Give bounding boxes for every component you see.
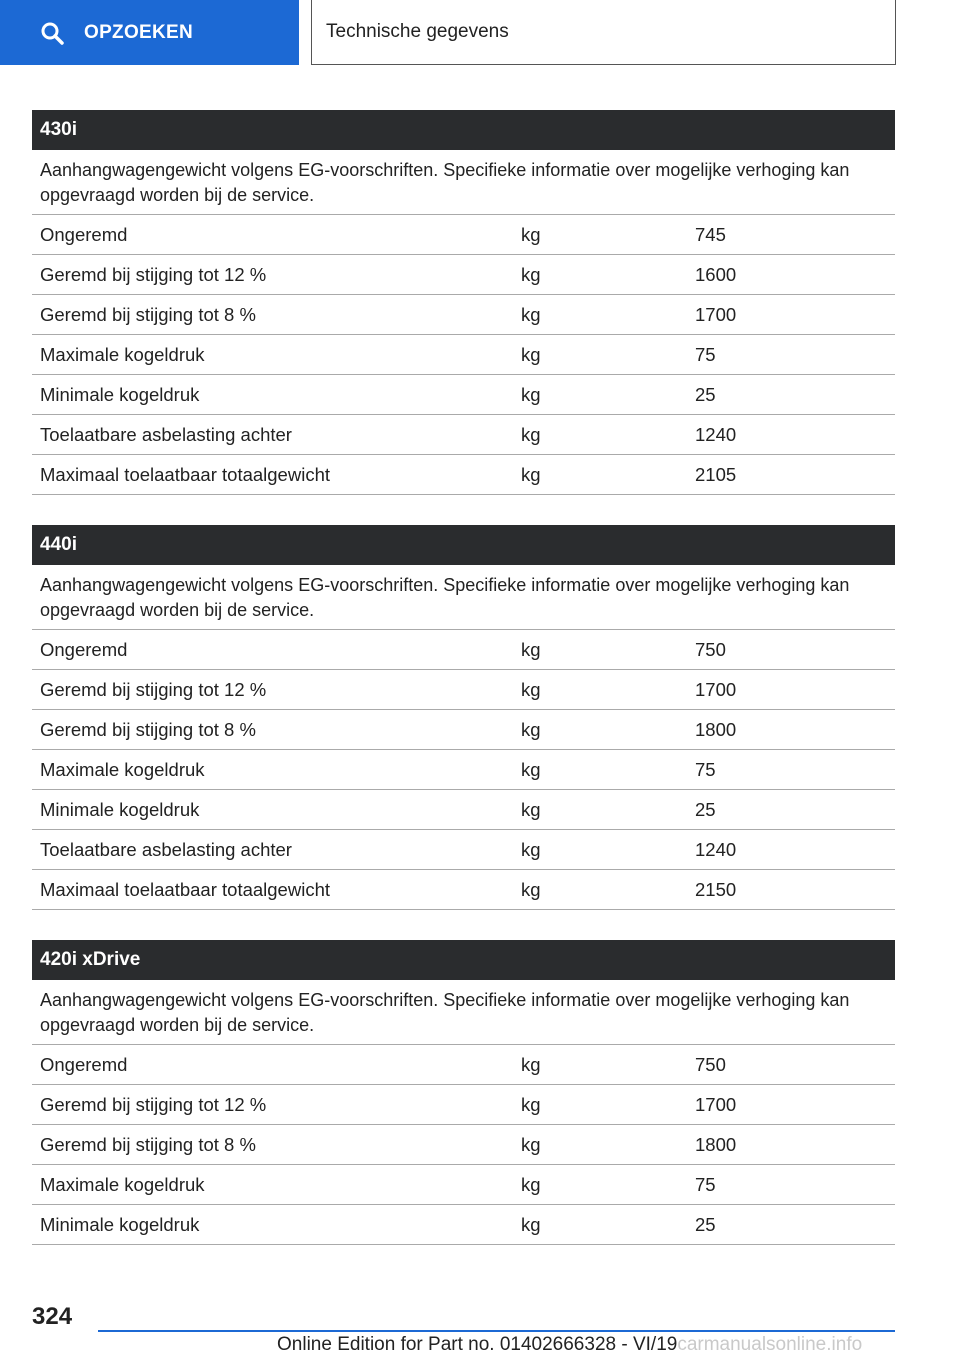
row-unit: kg [521,1053,541,1075]
section-heading: 440i [32,525,895,565]
row-label: Toelaatbare asbelasting achter [40,838,292,860]
row-value: 25 [695,1213,716,1235]
page-number: 324 [32,1303,73,1330]
row-label: Ongeremd [40,638,128,660]
row-label: Minimale kogeldruk [40,383,200,405]
row-unit: kg [521,838,541,860]
row-label: Maximale kogeldruk [40,343,205,365]
section-heading: 430i [32,110,895,150]
row-value: 1700 [695,303,737,325]
row-value: 75 [695,1173,716,1195]
table-row [32,710,895,750]
row-value: 75 [695,758,716,780]
row-unit: kg [521,1213,541,1235]
table-row [32,670,895,710]
edition-text: Online Edition for Part no. 01402666328 - VI/19 [277,1334,678,1355]
row-label: Maximale kogeldruk [40,758,205,780]
table-row [32,630,895,670]
row-unit: kg [521,798,541,820]
footer-divider [98,1330,895,1332]
table-row [32,1205,895,1245]
row-label: Geremd bij stijging tot 8 % [40,1133,256,1155]
row-label: Maximaal toelaatbaar totaalgewicht [40,463,330,485]
row-unit: kg [521,463,541,485]
table-row [32,295,895,335]
search-button-label: OPZOEKEN [84,21,194,43]
row-unit: kg [521,758,541,780]
table-row [32,375,895,415]
row-label: Maximale kogeldruk [40,1173,205,1195]
row-value: 1700 [695,678,737,700]
row-label: Ongeremd [40,223,128,245]
table-row [32,1165,895,1205]
row-unit: kg [521,878,541,900]
table-row [32,1125,895,1165]
table-row [32,750,895,790]
row-value: 1800 [695,718,737,740]
spec-section [32,110,895,495]
row-label: Geremd bij stijging tot 8 % [40,718,256,740]
row-value: 1600 [695,263,737,285]
table-row [32,255,895,295]
section-description: Aanhangwagengewicht volgens EG-voorschriften. Specifieke informatie over mogelijke verhoging kan opgevraagd worden bij de service. [32,150,895,215]
row-label: Geremd bij stijging tot 12 % [40,678,267,700]
section-description: Aanhangwagengewicht volgens EG-voorschriften. Specifieke informatie over mogelijke verhoging kan opgevraagd worden bij de service. [32,565,895,630]
row-value: 750 [695,638,726,660]
section-heading: 420i xDrive [32,940,895,980]
search-button[interactable] [0,0,299,65]
row-unit: kg [521,638,541,660]
row-unit: kg [521,303,541,325]
section-description: Aanhangwagengewicht volgens EG-voorschriften. Specifieke informatie over mogelijke verhoging kan opgevraagd worden bij de service. [32,980,895,1045]
row-label: Geremd bij stijging tot 8 % [40,303,256,325]
row-unit: kg [521,423,541,445]
table-row [32,870,895,910]
footer-edition [277,1334,862,1356]
row-label: Geremd bij stijging tot 12 % [40,263,267,285]
row-unit: kg [521,718,541,740]
row-label: Geremd bij stijging tot 12 % [40,1093,267,1115]
row-label: Maximaal toelaatbaar totaalgewicht [40,878,330,900]
row-label: Minimale kogeldruk [40,1213,200,1235]
row-unit: kg [521,1133,541,1155]
row-unit: kg [521,223,541,245]
row-value: 2105 [695,463,737,485]
table-row [32,335,895,375]
row-value: 1800 [695,1133,737,1155]
row-value: 25 [695,798,716,820]
row-label: Toelaatbare asbelasting achter [40,423,292,445]
table-row [32,830,895,870]
row-value: 25 [695,383,716,405]
watermark: carmanualsonline.info [677,1334,863,1355]
row-value: 2150 [695,878,737,900]
row-value: 1240 [695,423,737,445]
page-title: Technische gegevens [311,0,896,65]
spec-section [32,525,895,910]
table-row [32,790,895,830]
table-row [32,415,895,455]
table-row [32,455,895,495]
row-value: 745 [695,223,726,245]
spec-section [32,940,895,1245]
row-value: 750 [695,1053,726,1075]
row-unit: kg [521,678,541,700]
search-icon [40,21,64,45]
row-unit: kg [521,263,541,285]
row-label: Minimale kogeldruk [40,798,200,820]
row-unit: kg [521,343,541,365]
table-row [32,215,895,255]
row-unit: kg [521,1093,541,1115]
row-label: Ongeremd [40,1053,128,1075]
row-value: 75 [695,343,716,365]
spec-tables [32,110,895,1275]
row-value: 1240 [695,838,737,860]
row-unit: kg [521,383,541,405]
row-unit: kg [521,1173,541,1195]
table-row [32,1085,895,1125]
table-row [32,1045,895,1085]
row-value: 1700 [695,1093,737,1115]
